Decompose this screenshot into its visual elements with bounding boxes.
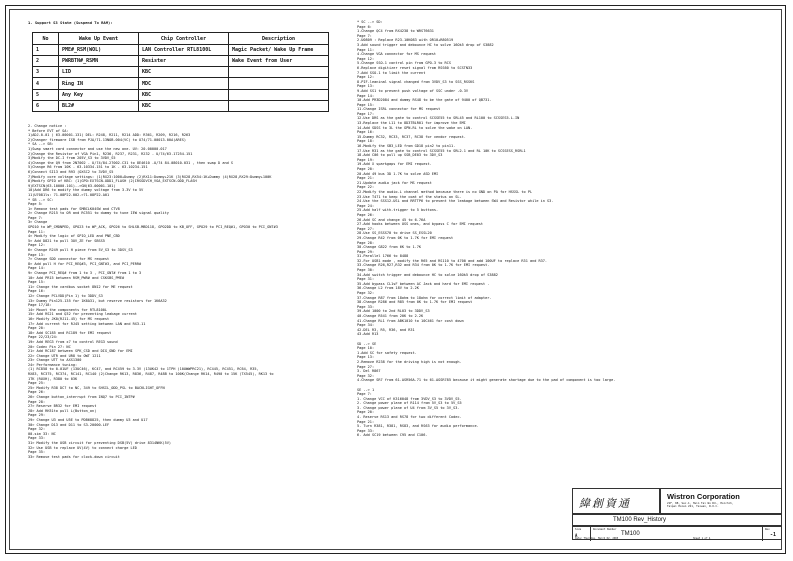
- company-address: 21F, 88, Sec.1, Hsin Tai Wu Rd., Hsichih, Taipei Hsien 221, Taiwan, R.O.C.: [667, 501, 734, 509]
- table-header-no: No: [33, 33, 59, 45]
- document-number-value: TM100: [621, 531, 640, 537]
- note-line: Page 32:: [357, 373, 375, 378]
- note-line: 38.Change R286 and R85 from 0K to 1.7K for EMI request: [357, 300, 473, 305]
- note-line: 32.For USB1 mode , modify the R65 and RS110 to 4700 and add 100UF to replace R31 and R37.: [357, 258, 548, 263]
- cell-no: 4: [33, 78, 59, 89]
- note-line: Page 15:: [357, 102, 375, 107]
- note-line: Page 16:: [28, 289, 46, 294]
- note-line: 30> Change D13 and D11 to S3.20000.LEF: [28, 422, 110, 427]
- note-line: 2)Changer firmware ISB from PJA/71.13NOB.004(VC) to U74/71.00013.00A(ARES): [28, 137, 187, 142]
- note-line: Page 27:: [357, 364, 375, 369]
- note-line: Page 21:: [357, 176, 375, 181]
- note-line: 3> Change: [28, 220, 48, 225]
- note-line: 3)Modify the DC-I from 205V_S3 to 3VDV_S5: [28, 156, 116, 161]
- note-line: Page 13:: [357, 84, 375, 89]
- note-line: 23> Change UTT to AXS1300: [28, 358, 82, 363]
- note-line: 29> Change U3 and U5E to PDB68825, then dummy U3 and U17: [28, 418, 148, 422]
- note-line: 31> Modify the USB circuit for preventing DSB(5V) drive 8314NKK(5V): [28, 440, 172, 445]
- note-line: Page 29:: [28, 413, 46, 418]
- note-line: * Before EVT of SA:: [28, 128, 69, 133]
- size-value: A: [575, 533, 578, 538]
- note-line: Page 14:: [357, 93, 375, 98]
- table-title: 1. Support S3 State (Suspend To RAM):: [28, 20, 113, 25]
- cell-chip: KBC: [139, 100, 229, 111]
- note-line: Page 16:: [357, 130, 375, 135]
- note-line: 1)Swap smart card connector and use the new one. UV: 20.00000.017: [28, 146, 167, 151]
- note-line: 37.Change R87 from 18ohm to 18ohm for correct limit of adapter.: [357, 295, 492, 300]
- table-header-event: Wake Up Event: [59, 33, 139, 45]
- note-line: 18> Add SC185 and RC189 for EMI request: [28, 330, 112, 335]
- note-line: Page 11:: [28, 229, 46, 234]
- note-line: 20.Add 49 bus 3D 1.7K to solve ASD EMI: [357, 171, 439, 176]
- note-line: Page 12:: [28, 243, 46, 248]
- note-line: 23.Use T471 to keep the coat of the status on SL.: [357, 194, 462, 199]
- note-line: 5.Change SSO-1 control pin from GPO-3 to RCS: [357, 61, 451, 66]
- table-header-desc: Description: [229, 33, 329, 45]
- note-line: 39.Add 1000 to 2nd RL03 to 3DDV_S3: [357, 309, 430, 314]
- note-line: 4.Change VGA connector for MS request: [357, 52, 437, 57]
- note-line: Page 26:: [357, 212, 375, 217]
- note-line: SD --> SE: [357, 341, 377, 346]
- note-line: Page 25:: [28, 381, 46, 386]
- note-line: Page 35:: [28, 450, 46, 455]
- note-line: Page 26:: [28, 390, 46, 395]
- company-name: Wistron Corporation: [667, 492, 740, 501]
- note-line: (1) RC858 to 0.01UF (13UC46), KC47, and RC459 to 3.3V (13UK42 to 1TPH (10UWWPRC21), RC445, RC451, RC64, R35,: [28, 367, 259, 372]
- note-line: Page 20:: [357, 167, 375, 171]
- note-line: 2> Change R215 to OR and RC551 to dummy to tune IEW signal quality: [28, 211, 169, 216]
- note-line: Page 17/18:: [28, 303, 52, 308]
- note-line: 5)Change R6 from 10K - 63.10334.151 to 1K - 63.10234.151: [28, 165, 148, 170]
- company-info: [660, 488, 782, 514]
- note-line: Page 28:: [28, 399, 46, 404]
- note-line: * SC --> SD:: [357, 20, 383, 24]
- note-line: 1.Change QC4 from RX4238 to WRST6631: [357, 29, 434, 34]
- note-line: 7> Change SDD connector for MS request: [28, 257, 110, 262]
- cell-chip: KBC: [139, 89, 229, 100]
- note-line: 27.Add hooks between USS ones, and bypass C for EMI request: [357, 222, 483, 227]
- drawing-info-row: [572, 526, 782, 540]
- cell-desc: Magic Packet/ Wake Up Frame: [229, 45, 329, 56]
- note-line: 9)EXTSCN(63.10000.101)-->GN(63.00001.101): [28, 183, 116, 188]
- note-line: 14.Add SDSS to 3L the GPN-RL to solve the wake on LAN.: [357, 125, 473, 130]
- note-line: Page 7:: [357, 33, 372, 38]
- note-line: * SA --> SB:: [28, 142, 54, 147]
- note-line: Page 17:: [357, 111, 375, 116]
- note-line: 5> Add D821 to pull 3OV_ZE for SBSS5: [28, 238, 105, 243]
- note-line: 33.Change R26,R27,R32 and R34 from 0K to 1.7K for EMI request.: [357, 263, 490, 268]
- cell-no: 3: [33, 67, 59, 78]
- note-line: 4> Modify the logic of GPIO_LED and PNE_CBD: [28, 234, 120, 239]
- company-logo-text: 緯創資通: [579, 497, 631, 510]
- note-line: Page 11:: [357, 47, 375, 52]
- note-line: 24.Use the SSS12-USL and RRTTP6 to prevent the leakage between SW4 and Resistor while in S3.: [357, 199, 554, 204]
- note-line: 11)U7081ls: 71.08P22.002->71.08P22.A01: [28, 192, 110, 197]
- left-notes-column: [28, 20, 346, 545]
- note-line: Page 24:: [357, 203, 375, 208]
- drawing-title-cell: [572, 514, 782, 526]
- note-line: 8.PIF-leaninal signal changed from 3VDV_S3 to SSS_RSSKS: [357, 79, 475, 84]
- note-line: Page 20:: [357, 410, 375, 415]
- cell-event: LID: [59, 67, 139, 78]
- note-line: 26.Add SC and change 45 to 6.76A: [357, 217, 426, 222]
- note-line: Page 33:: [357, 304, 375, 309]
- note-line: 27> Reserve BR32 for EMI request: [28, 404, 97, 409]
- note-line: 28.Use SS_ESSS70 to drive SS_ESSL20: [357, 231, 432, 236]
- note-line: 31.Parallel 1766 to 8488: [357, 254, 409, 259]
- note-line: 3.Add sound trigger and debounce HC to solve 16Ok5 drop of S3882: [357, 42, 494, 47]
- note-line: 9.Add SS1 to prevent push voltage of SSC under -0.3V: [357, 88, 469, 93]
- note-line: 10> Add PR15 between RSM_PWR# and CSKSBS_PME#: [28, 275, 125, 280]
- note-line: Page 34:: [357, 323, 375, 328]
- cell-no: 5: [33, 89, 59, 100]
- title-block: [572, 488, 782, 540]
- note-line: 1> Remove test pads for SMBCLK04SW and CTV8: [28, 206, 120, 211]
- note-line: 35.Add bypass CL1sF between AC Jack and hard for EMI request .: [357, 281, 490, 286]
- note-line: 16.Modify the SB3_LED from GD18 pin2 to pin11.: [357, 144, 456, 149]
- right-notes-column: [357, 20, 775, 490]
- note-line: 3. Change power plane of U4 from 3V_S5 to 3V_S3.: [357, 405, 460, 410]
- note-line: 7.Add SSO-1 to limit the current: [357, 70, 426, 75]
- note-line: Page 18:: [357, 139, 375, 144]
- note-line: 10)Add DR6 to modify the dummy voltage from 3.3V to 5V: [28, 188, 144, 193]
- note-line: 33> Remove test pads for clock-down circuit: [28, 454, 120, 459]
- note-line: Page 12:: [357, 75, 375, 80]
- note-line: 22.Modify the audio-L channel method because there is no GND on PA for HSSSL to PL: [357, 189, 533, 194]
- revision-label: Rev: [765, 528, 770, 531]
- note-line: 6.Replace digitizer reset signal from RSS60 to SCSTN33: [357, 65, 473, 70]
- cell-event: Ring IN: [59, 78, 139, 89]
- note-line: 00-sim 33: NC: [28, 431, 56, 436]
- note-line: 2. Change power plane of R114 from 5V_S3 to 5V_S5: [357, 401, 462, 406]
- date-label: Date: Thursday, March 02, 2005: [575, 537, 619, 540]
- cell-event: PWRBTN#_RSMN: [59, 56, 139, 67]
- note-line: 30.Change G822 from 6K to 1.7K: [357, 245, 422, 250]
- note-line: 2. Change notice :: [28, 124, 67, 128]
- cell-chip: LAN Controller RTL8100L: [139, 45, 229, 56]
- note-line: 5. Turn R381, R381, RS83, and RS63 for audio performance.: [357, 424, 479, 429]
- note-line: Page 12:: [357, 56, 375, 61]
- note-line: 19.Add X sparkgaps for EMI request.: [357, 162, 432, 167]
- note-line: 43.Add R13: [357, 332, 379, 337]
- note-line: 4. Reserve RS13 and RS78 for two different Codec.: [357, 415, 462, 420]
- note-line: 17.Use R31 as the gate to control SCSSE55 to SRL2.1 and RL 10K to SCSSESS_RSRL1: [357, 148, 526, 153]
- note-line: Page 30:: [357, 268, 375, 273]
- cell-chip: MDC: [139, 78, 229, 89]
- note-line: 8)Modify GPIO of KBC: (1)GPO:EXTSCN-ODD1_FLASH (2)IRSGDVCH_VGA_EXTSCN-ODD_FLASH: [28, 179, 197, 184]
- revision-value: -1: [770, 532, 777, 538]
- drawing-title: TM100 Rev_History: [613, 517, 667, 523]
- note-line: Page 13:: [357, 355, 375, 360]
- note-line: Page 32:: [357, 291, 375, 296]
- note-line: 13.Replace the L11 to 8D3TBLR01 for improve the EMI: [357, 121, 466, 126]
- note-line: Page 31:: [357, 277, 375, 282]
- note-line: 21> Add RC187 between SPK_CSD and DIG_GND for EMI: [28, 349, 133, 354]
- note-line: 4)Change the Q9 from 2N7002 - U/74/84.27002.C31 to 8E4610 -U/74 84.08010.031 , then swap D and S: [28, 160, 233, 165]
- note-line: 42.DEL R3, R5, R36, and R31: [357, 327, 415, 332]
- note-line: 21.Update audio jack for MS request: [357, 180, 432, 185]
- note-line: 8> Add pull H for PCI_REQ#3, PCI_GNT#3, and PCI_PERR#: [28, 261, 142, 266]
- cell-chip: Resister: [139, 56, 229, 67]
- note-line: GPO10 to WP_CMDNPED, GPO23 to WP_ACK, GPO26 to SHLSB-MBD118, GPO2DD to KB_OFF, GPO29 to PCI_REQ#1, GPO30 to PCI_GNT#3: [28, 225, 278, 230]
- sheet-label: Sheet 1 of 4: [693, 537, 711, 540]
- cell-desc: Wake Event from User: [229, 56, 329, 67]
- note-line: Page 21:: [357, 419, 375, 424]
- note-line: Page 28:: [357, 240, 375, 245]
- cell-no: 6: [33, 100, 59, 111]
- note-line: 18.Add C06 to pull up SSB_DE03 to 3DV_S3: [357, 153, 443, 158]
- note-line: Page 22/23/24:: [28, 335, 58, 340]
- note-line: 7)Modify core voltage settings: (1)RX23:1000+Dummy (2)RX11:Dummy+21K (3)RX28,RX54:1K+Dummy (4)RX28,RX29:Dummy+100K: [28, 174, 272, 179]
- note-line: 11.Change ISRL connector for MS request: [357, 107, 441, 112]
- note-line: 15> Add RS21 and Q32 for preventing leakage current: [28, 312, 137, 317]
- note-line: 2)Change the Resistor of VGA Pin1, R236, R237, R231, R232 - U/74/63.17254.151: [28, 151, 193, 156]
- cell-event: Any Key: [59, 89, 139, 100]
- note-line: 9> Change PCI_REQ# from 1 to 3 , PCI_GNT# from 1 to 3: [28, 271, 142, 275]
- note-line: 32> Use USB to replace UV(4V) to connect charge LED: [28, 445, 137, 450]
- note-line: 17> Add current for RJ45 setting between LAN and RX3.11: [28, 321, 146, 326]
- note-line: 24> Performance tuning:: [28, 362, 78, 367]
- note-line: 40.Change R541 from 20K to 2.2K: [357, 314, 424, 318]
- note-line: Page 14:: [28, 266, 46, 271]
- note-line: 10.Add PR3D2084 and dummy RS48 to be the gate of 9400 of QB731.: [357, 98, 492, 103]
- note-line: 26> Change button_interrupt from INQ7 to PCI_INTP#: [28, 395, 135, 400]
- note-line: Page 10:: [357, 346, 375, 351]
- note-line: 1. Change VCC of K316048 from 3VDV_S3 to 3VDV_S5.: [357, 396, 462, 401]
- note-line: 1TK (RUXH), R380 to 03K: [28, 376, 78, 381]
- note-line: Page 29:: [357, 249, 375, 254]
- note-line: 16> Modify JK0(RJ11-45) for MS request: [28, 316, 110, 321]
- note-line: SE --> 1: [357, 387, 375, 392]
- cell-no: 2: [33, 56, 59, 67]
- note-line: Page 13:: [28, 252, 46, 257]
- note-line: 14> Mount the components for RTL8100L: [28, 307, 108, 312]
- note-line: Page 15:: [28, 280, 46, 285]
- note-line: 3. Del R867: [357, 369, 381, 374]
- note-line: 34.Add switch trigger and debounce HC to solve 16Ok5 drop of S3882: [357, 272, 498, 277]
- note-line: Page 32:: [28, 427, 46, 432]
- cell-chip: KBC: [139, 67, 229, 78]
- cell-event: PME#_RSM(WOL): [59, 45, 139, 56]
- note-line: 4.Change SR7 from 61.ASR56A.71 to 61.AGSR785 because it might generate shortage due to the pad of component is too large.: [357, 378, 616, 383]
- document-number-label: Document Number: [593, 528, 617, 531]
- note-line: 1.Add SC for safety request.: [357, 350, 417, 355]
- note-line: 6> Change R249 pull H piece from 5V_S3 to 3DSV_S3: [28, 248, 133, 253]
- note-line: 6. Add SC19 between C95 and C106.: [357, 433, 428, 438]
- note-line: 20> Codec Pin 27: NC: [28, 344, 71, 349]
- cell-event: BL2#: [59, 100, 139, 111]
- note-line: Page 7:: [357, 392, 372, 397]
- note-line: Page 6:: [357, 24, 372, 29]
- note-line: 19> Add REG3 from x7 to control REG3 sound: [28, 339, 118, 344]
- cell-no: 1: [33, 45, 59, 56]
- size-label: Size: [575, 528, 582, 531]
- note-line: 1)ADJ-0-01 ( 63.00001.131) DEL: R248, R211, R214 ADD: R361, R209, R216, R263: [28, 133, 191, 138]
- note-line: 25.Add half with-trigger to 5 buttons.: [357, 208, 439, 213]
- note-line: 11> Change the cardbus socket 8N12 for ME request: [28, 284, 133, 289]
- note-line: 13> Dummy Pin125-135 for 1K6A31, but reserve resistors for 1K6A32: [28, 298, 167, 303]
- note-line: 22> Change UTR and UR8 to OWT 1211: [28, 353, 101, 358]
- note-line: 2.Remove R238 for the driving high is not enough.: [357, 359, 462, 364]
- note-line: RX83, RC375, RC374, RC141, RC140 (2)Change RK13, R836, R487, R48B to 100K(Change RK14, R490 to 15K (TX545), RK13 to: [28, 372, 274, 377]
- note-line: Page 27:: [357, 226, 375, 231]
- note-line: Page 19:: [357, 157, 375, 162]
- note-line: 28> Add RH31to pull L(Button_on): [28, 408, 97, 413]
- company-logo: [572, 488, 660, 514]
- note-line: Page 22:: [357, 185, 375, 190]
- note-line: 12> Change PCLVDD(Pin 1) to 3DDV_S3: [28, 293, 103, 298]
- note-line: 25> Modify R38 DC7 to NC, 349 to SHSIL_ODD_PSL to BACKLIGHT_OFFN: [28, 385, 165, 390]
- note-line: Page 7:: [28, 215, 43, 220]
- note-line: * SB --> SC:: [28, 197, 54, 202]
- note-line: 15.Dummy RC32, RC33, RC37, RC38 for vendor request.: [357, 134, 466, 139]
- table-header-chip: Chip Controller: [139, 33, 229, 45]
- note-line: 6)Connect SI13 and R93 (OXSC2 to 3VDV_S5: [28, 169, 114, 174]
- note-line: Page 33:: [28, 436, 46, 441]
- note-line: 29.Change R42 from 0K to 1.7K for EMI request: [357, 235, 454, 240]
- note-line: 2.U0809 : Replace R23.10K083 with OR10+R80519: [357, 38, 454, 43]
- note-line: Page 33:: [357, 428, 375, 433]
- note-line: 12.Use DRS as the gate to control SCSSE55 to SRL45 and RL100 to SCSSES5.L.IN: [357, 116, 520, 121]
- note-line: 36.Change L2 from 18V to 2.2K: [357, 286, 419, 291]
- note-line: 41.Change RL1 from ABK1010 to 10C461 for cost down: [357, 318, 464, 323]
- note-line: Page 5:: [28, 202, 43, 207]
- note-line: Page 20:: [28, 326, 46, 331]
